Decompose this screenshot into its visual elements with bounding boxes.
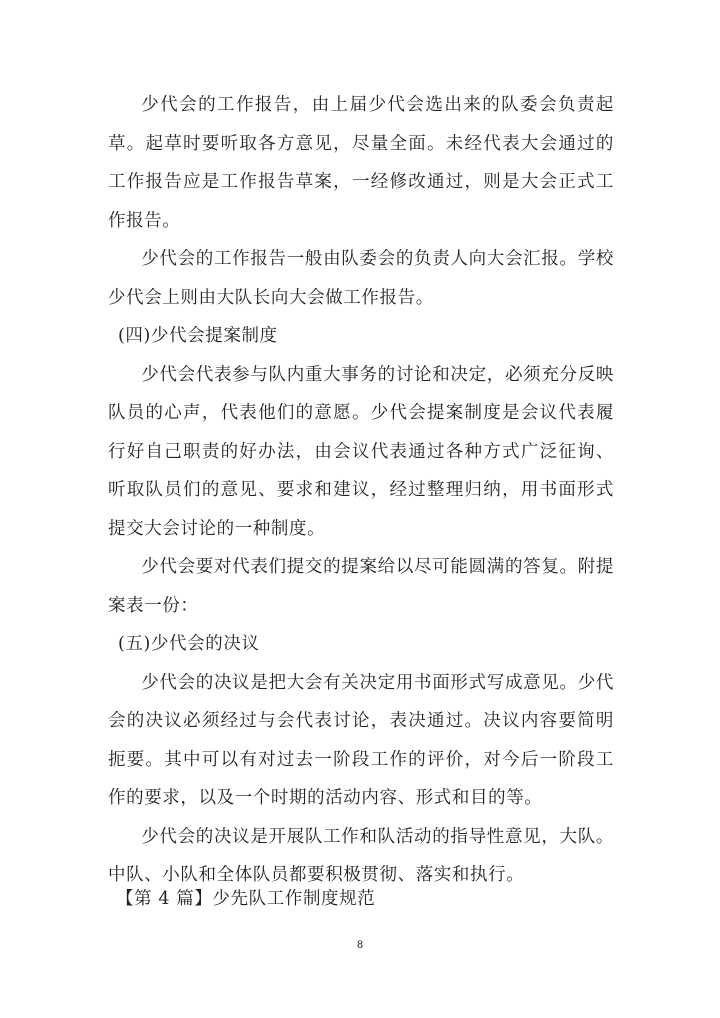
page-number: 8 [356,940,364,951]
paragraph: 少代会的工作报告一般由队委会的负责人向大会汇报。学校少代会上则由大队长向大会做工作报告。 [108,249,614,308]
paragraph: 少代会代表参与队内重大事务的讨论和决定，必须充分反映队员的心声，代表他们的意愿。少代会提案制度是会议代表履行好自己职责的好办法，由会议代表通过各种方式广泛征询、听取队员们的意见、要求和建议，经过整理归纳，用书面形式提交大会讨论的一种制度。 [108,364,614,539]
subsection-heading: (五)少代会的决议 [118,634,260,654]
section-title: 【第 4 篇】少先队工作制度规范 [116,889,376,909]
paragraph: 少代会的工作报告，由上届少代会选出来的队委会负责起草。起草时要听取各方意见，尽量全面。未经代表大会通过的工作报告应是工作报告草案，一经修改通过，则是大会正式工作报告。 [108,95,614,231]
paragraph: 少代会的决议是把大会有关决定用书面形式写成意见。少代会的决议必须经过与会代表讨论，表决通过。决议内容要简明扼要。其中可以有对过去一阶段工作的评价，对今后一阶段工作的要求，以及一个时期的活动内容、形式和目的等。 [108,672,614,808]
subsection-heading: (四)少代会提案制度 [118,326,278,346]
document-body [108,86,614,895]
paragraph: 少代会的决议是开展队工作和队活动的指导性意见，大队。中队、小队和全体队员都要积极贯彻、落实和执行。 [108,826,614,885]
paragraph: 少代会要对代表们提交的提案给以尽可能圆满的答复。附提案表一份： [108,557,614,616]
